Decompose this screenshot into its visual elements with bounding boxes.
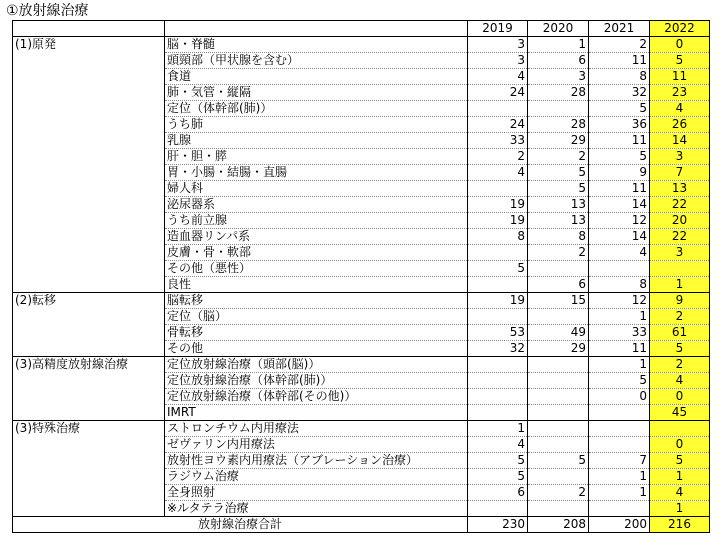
value-cell-2019[interactable]: 19 — [468, 293, 528, 309]
total-value-cell-2022[interactable]: 216 — [650, 517, 710, 533]
value-cell-2019[interactable]: 24 — [468, 85, 528, 101]
total-label-cell[interactable]: 放射線治療合計 — [13, 517, 468, 533]
value-cell-2021[interactable]: 7 — [589, 453, 650, 469]
value-cell-2021[interactable] — [589, 501, 650, 517]
table-row — [13, 357, 710, 373]
item-label-cell[interactable]: 定位放射線治療（頭部(脳)） — [165, 357, 468, 373]
item-label-cell[interactable]: 骨転移 — [165, 325, 468, 341]
value-cell-2021[interactable]: 32 — [589, 85, 650, 101]
value-cell-2022[interactable]: 9 — [650, 293, 710, 309]
value-cell-2022[interactable]: 5 — [650, 341, 710, 357]
value-cell-2020[interactable]: 6 — [528, 277, 589, 293]
value-cell-2022[interactable]: 22 — [650, 197, 710, 213]
header-blank-cell[interactable] — [165, 21, 468, 37]
value-cell-2019[interactable]: 4 — [468, 165, 528, 181]
value-cell-2022[interactable]: 1 — [650, 469, 710, 485]
value-cell-2019[interactable]: 4 — [468, 437, 528, 453]
table-row — [13, 293, 710, 309]
value-cell-2019[interactable]: 3 — [468, 53, 528, 69]
year-header-2019[interactable]: 2019 — [468, 21, 528, 37]
value-cell-2020[interactable]: 2 — [528, 485, 589, 501]
value-cell-2020[interactable]: 13 — [528, 213, 589, 229]
value-cell-2019[interactable]: 8 — [468, 229, 528, 245]
category-cell[interactable]: (1)原発 — [13, 37, 165, 293]
item-label-cell[interactable]: 胃・小腸・結腸・直腸 — [165, 165, 468, 181]
value-cell-2022[interactable]: 3 — [650, 245, 710, 261]
header-blank-cell[interactable] — [13, 21, 165, 37]
value-cell-2022[interactable] — [650, 421, 710, 437]
value-cell-2022[interactable]: 4 — [650, 101, 710, 117]
value-cell-2019[interactable]: 33 — [468, 133, 528, 149]
value-cell-2021[interactable]: 1 — [589, 485, 650, 501]
value-cell-2021[interactable]: 5 — [589, 101, 650, 117]
value-cell-2021[interactable]: 1 — [589, 469, 650, 485]
item-label-cell[interactable]: 婦人科 — [165, 181, 468, 197]
value-cell-2020[interactable] — [528, 421, 589, 437]
value-cell-2022[interactable]: 0 — [650, 37, 710, 53]
value-cell-2021[interactable]: 1 — [589, 357, 650, 373]
value-cell-2019[interactable] — [468, 309, 528, 325]
value-cell-2022[interactable]: 0 — [650, 437, 710, 453]
value-cell-2022[interactable]: 1 — [650, 277, 710, 293]
value-cell-2020[interactable]: 15 — [528, 293, 589, 309]
value-cell-2019[interactable] — [468, 277, 528, 293]
value-cell-2022[interactable]: 5 — [650, 453, 710, 469]
value-cell-2020[interactable] — [528, 469, 589, 485]
year-header-2021[interactable]: 2021 — [589, 21, 650, 37]
item-label-cell[interactable]: ストロンチウム内用療法 — [165, 421, 468, 437]
item-label-cell[interactable]: 頭頸部（甲状腺を含む） — [165, 53, 468, 69]
value-cell-2020[interactable]: 28 — [528, 85, 589, 101]
value-cell-2020[interactable] — [528, 373, 589, 389]
value-cell-2022[interactable]: 2 — [650, 309, 710, 325]
header-row — [13, 21, 710, 37]
total-value-cell-2020[interactable]: 208 — [528, 517, 589, 533]
value-cell-2019[interactable]: 5 — [468, 453, 528, 469]
value-cell-2021[interactable]: 36 — [589, 117, 650, 133]
value-cell-2019[interactable]: 19 — [468, 213, 528, 229]
value-cell-2020[interactable]: 5 — [528, 165, 589, 181]
value-cell-2022[interactable]: 22 — [650, 229, 710, 245]
value-cell-2020[interactable]: 3 — [528, 69, 589, 85]
value-cell-2019[interactable]: 24 — [468, 117, 528, 133]
item-label-cell[interactable]: 肝・胆・膵 — [165, 149, 468, 165]
item-label-cell[interactable]: 定位（脳） — [165, 309, 468, 325]
item-label-cell[interactable]: ゼヴァリン内用療法 — [165, 437, 468, 453]
value-cell-2021[interactable]: 11 — [589, 341, 650, 357]
item-label-cell[interactable]: 定位放射線治療（体幹部(その他)） — [165, 389, 468, 405]
value-cell-2022[interactable]: 20 — [650, 213, 710, 229]
value-cell-2022[interactable]: 5 — [650, 53, 710, 69]
value-cell-2021[interactable]: 12 — [589, 293, 650, 309]
total-value-cell-2019[interactable]: 230 — [468, 517, 528, 533]
total-row — [13, 517, 710, 533]
category-cell[interactable]: (3)高精度放射線治療 — [13, 357, 165, 421]
value-cell-2019[interactable] — [468, 181, 528, 197]
value-cell-2022[interactable]: 26 — [650, 117, 710, 133]
value-cell-2019[interactable] — [468, 389, 528, 405]
value-cell-2020[interactable]: 8 — [528, 229, 589, 245]
item-label-cell[interactable]: 脳転移 — [165, 293, 468, 309]
table-row — [13, 37, 710, 53]
value-cell-2020[interactable] — [528, 501, 589, 517]
value-cell-2021[interactable] — [589, 261, 650, 277]
item-label-cell[interactable]: うち前立腺 — [165, 213, 468, 229]
value-cell-2022[interactable]: 13 — [650, 181, 710, 197]
year-header-2020[interactable]: 2020 — [528, 21, 589, 37]
category-cell[interactable]: (2)転移 — [13, 293, 165, 357]
value-cell-2020[interactable]: 2 — [528, 245, 589, 261]
value-cell-2021[interactable] — [589, 437, 650, 453]
table-body — [13, 21, 710, 533]
category-cell[interactable]: (3)特殊治療 — [13, 421, 165, 517]
value-cell-2021[interactable]: 4 — [589, 245, 650, 261]
item-label-cell[interactable]: 造血器リンパ系 — [165, 229, 468, 245]
value-cell-2022[interactable]: 45 — [650, 405, 710, 421]
value-cell-2021[interactable]: 14 — [589, 197, 650, 213]
value-cell-2022[interactable]: 14 — [650, 133, 710, 149]
value-cell-2022[interactable]: 4 — [650, 373, 710, 389]
value-cell-2019[interactable] — [468, 405, 528, 421]
value-cell-2020[interactable]: 28 — [528, 117, 589, 133]
value-cell-2019[interactable]: 32 — [468, 341, 528, 357]
value-cell-2021[interactable] — [589, 405, 650, 421]
value-cell-2019[interactable]: 4 — [468, 69, 528, 85]
value-cell-2021[interactable]: 0 — [589, 389, 650, 405]
value-cell-2020[interactable]: 2 — [528, 149, 589, 165]
value-cell-2020[interactable] — [528, 405, 589, 421]
value-cell-2022[interactable]: 11 — [650, 69, 710, 85]
value-cell-2021[interactable]: 5 — [589, 373, 650, 389]
value-cell-2020[interactable]: 5 — [528, 453, 589, 469]
total-value-cell-2021[interactable]: 200 — [589, 517, 650, 533]
value-cell-2020[interactable]: 5 — [528, 181, 589, 197]
item-label-cell[interactable]: うち肺 — [165, 117, 468, 133]
value-cell-2022[interactable] — [650, 261, 710, 277]
value-cell-2019[interactable] — [468, 101, 528, 117]
sheet-title: ①放射線治療 — [6, 3, 89, 19]
value-cell-2020[interactable] — [528, 261, 589, 277]
value-cell-2019[interactable]: 6 — [468, 485, 528, 501]
value-cell-2020[interactable]: 13 — [528, 197, 589, 213]
value-cell-2019[interactable]: 53 — [468, 325, 528, 341]
value-cell-2019[interactable]: 1 — [468, 421, 528, 437]
value-cell-2022[interactable]: 3 — [650, 149, 710, 165]
value-cell-2019[interactable]: 5 — [468, 261, 528, 277]
value-cell-2022[interactable]: 1 — [650, 501, 710, 517]
value-cell-2019[interactable]: 5 — [468, 469, 528, 485]
value-cell-2021[interactable]: 9 — [589, 165, 650, 181]
value-cell-2019[interactable] — [468, 373, 528, 389]
value-cell-2021[interactable] — [589, 421, 650, 437]
item-label-cell[interactable]: 皮膚・骨・軟部 — [165, 245, 468, 261]
value-cell-2021[interactable]: 8 — [589, 69, 650, 85]
value-cell-2021[interactable]: 8 — [589, 277, 650, 293]
value-cell-2020[interactable] — [528, 357, 589, 373]
item-label-cell[interactable]: その他 — [165, 341, 468, 357]
item-label-cell[interactable]: ラジウム治療 — [165, 469, 468, 485]
item-label-cell[interactable]: 定位放射線治療（体幹部(肺)） — [165, 373, 468, 389]
value-cell-2022[interactable]: 0 — [650, 389, 710, 405]
table-row — [13, 421, 710, 437]
value-cell-2020[interactable] — [528, 389, 589, 405]
value-cell-2020[interactable]: 29 — [528, 341, 589, 357]
item-label-cell[interactable]: 良性 — [165, 277, 468, 293]
value-cell-2021[interactable]: 11 — [589, 181, 650, 197]
item-label-cell[interactable]: IMRT — [165, 405, 468, 421]
value-cell-2019[interactable]: 2 — [468, 149, 528, 165]
item-label-cell[interactable]: 放射性ヨウ素内用療法（アブレーション治療） — [165, 453, 468, 469]
value-cell-2022[interactable]: 2 — [650, 357, 710, 373]
radiotherapy-table — [12, 20, 710, 533]
item-label-cell[interactable]: 脳・脊髄 — [165, 37, 468, 53]
value-cell-2019[interactable] — [468, 245, 528, 261]
value-cell-2019[interactable] — [468, 501, 528, 517]
item-label-cell[interactable]: その他（悪性） — [165, 261, 468, 277]
value-cell-2021[interactable]: 14 — [589, 229, 650, 245]
item-label-cell[interactable]: 乳腺 — [165, 133, 468, 149]
value-cell-2022[interactable]: 4 — [650, 485, 710, 501]
item-label-cell[interactable]: 全身照射 — [165, 485, 468, 501]
value-cell-2019[interactable]: 19 — [468, 197, 528, 213]
value-cell-2021[interactable]: 2 — [589, 37, 650, 53]
value-cell-2019[interactable]: 3 — [468, 37, 528, 53]
value-cell-2020[interactable]: 1 — [528, 37, 589, 53]
item-label-cell[interactable]: 肺・気管・縦隔 — [165, 85, 468, 101]
value-cell-2020[interactable]: 49 — [528, 325, 589, 341]
value-cell-2021[interactable]: 33 — [589, 325, 650, 341]
value-cell-2021[interactable]: 12 — [589, 213, 650, 229]
value-cell-2022[interactable]: 7 — [650, 165, 710, 181]
value-cell-2021[interactable]: 5 — [589, 149, 650, 165]
value-cell-2021[interactable]: 1 — [589, 309, 650, 325]
value-cell-2020[interactable] — [528, 437, 589, 453]
value-cell-2020[interactable] — [528, 101, 589, 117]
value-cell-2022[interactable]: 23 — [650, 85, 710, 101]
item-label-cell[interactable]: 泌尿器系 — [165, 197, 468, 213]
item-label-cell[interactable]: ※ルタテラ治療 — [165, 501, 468, 517]
value-cell-2020[interactable]: 6 — [528, 53, 589, 69]
value-cell-2022[interactable]: 61 — [650, 325, 710, 341]
value-cell-2021[interactable]: 11 — [589, 133, 650, 149]
year-header-2022[interactable]: 2022 — [650, 21, 710, 37]
item-label-cell[interactable]: 食道 — [165, 69, 468, 85]
value-cell-2021[interactable]: 11 — [589, 53, 650, 69]
item-label-cell[interactable]: 定位（体幹部(肺)） — [165, 101, 468, 117]
value-cell-2019[interactable] — [468, 357, 528, 373]
value-cell-2020[interactable] — [528, 309, 589, 325]
value-cell-2020[interactable]: 29 — [528, 133, 589, 149]
